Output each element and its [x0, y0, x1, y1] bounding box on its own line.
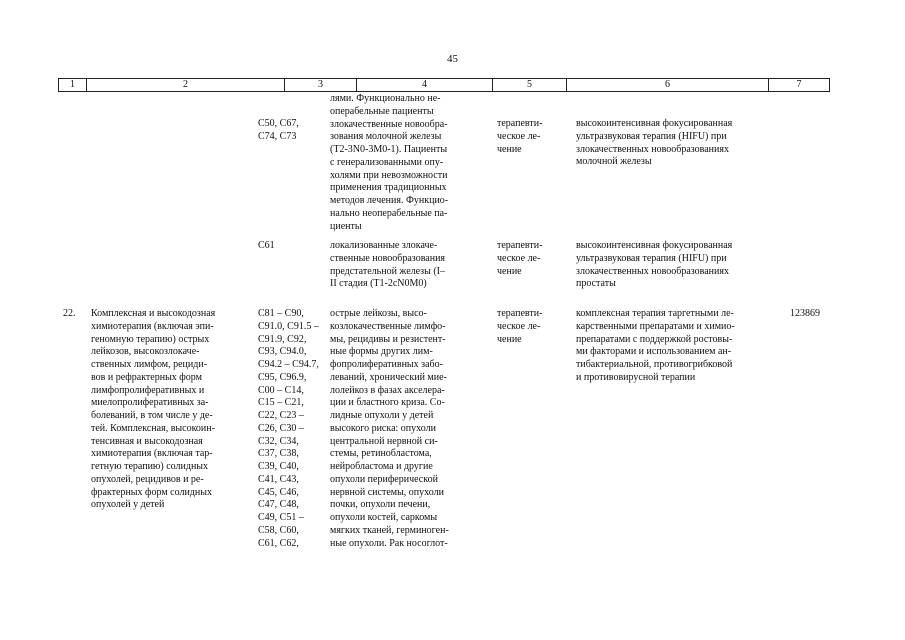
page-number: 45 [447, 53, 458, 65]
treatment-type-breast-cell: терапевти- ческое ле- чение [497, 118, 543, 155]
row-number-22: 22. [63, 308, 76, 319]
method-prostate-cell: высокоинтенсивная фокусированная ультразвуковая терапия (HIFU) при злокачественных новообразованиях простаты [576, 240, 733, 290]
treatment-type-prostate-cell: терапевти- ческое ле- чение [497, 240, 543, 277]
method-breast-cell: высокоинтенсивная фокусированная ультразвуковая терапия (HIFU) при злокачественных новообразованиях молочной железы [576, 118, 733, 168]
method-chemo-cell: комплексная терапия таргетными ле- карственными препаратами и химио- препаратами с поддержкой ростовы- ми факторами и использованием ан- тибактериальной, противогрибковой и противовирусной терапии [576, 308, 735, 383]
codes-breast-cell: C50, C67, C74, C73 [258, 118, 299, 142]
header-cell-2: 2 [86, 79, 284, 91]
patients-breast-cell: лями. Функционально не- операбельные пациенты злокачественные новообра- зования молочной железы (T2-3N0-3M0-1). Пациенты с генерализованными опу- холями при невозможности применения традиционных методов лечения. Функцио- нально неоперабельные па- циенты [330, 93, 449, 232]
patients-prostate-cell: локализованные злокаче- ственные новообразования предстательной железы (I– II стадия (T1-2cN0M0) [330, 240, 446, 290]
header-cell-7: 7 [768, 79, 830, 91]
treatment-type-chemo-cell: терапевти- ческое ле- чение [497, 308, 543, 345]
table-header-row [58, 78, 830, 92]
header-cell-5: 5 [492, 79, 566, 91]
codes-prostate-cell: C61 [258, 240, 275, 251]
patients-chemo-cell: острые лейкозы, высо- козлокачественные лимфо- мы, рецидивы и резистент- ные формы других лим- фопролиферативных забо- леваний, хронический мие- лолейкоз в фазах акселера- ции и бластного криза. Со- лидные опухоли у детей высокого риска: опухоли центральной нервной си- стемы, ретинобластома, нейробластома и другие опухоли периферической нервной системы, опухоли почки, опухоли печени, опухоли костей, саркомы мягких тканей, герминоген- ные опухоли. Рак носоглот- [330, 308, 449, 549]
codes-chemo-cell: C81 – C90, C91.0, C91.5 – C91.9, C92, C93, C94.0, C94.2 – C94.7, C95, C96.9, C00 – C14, C15 – C21, C22, C23 – C26, C30 – C32, C34, C37, C38, C39, C40, C41, C43, C45, C46, C47, C48, C49, C51 – C58, C60, C61, C62, [258, 308, 319, 549]
header-cell-4: 4 [356, 79, 492, 91]
care-type-name-cell: Комплексная и высокодозная химиотерапия (включая эпи- геномную терапию) острых лейкозов, высокозлокаче- ственных лимфом, рециди- вов и рефрактерных форм лимфопролиферативных и миелопролиферативных за- болеваний, в том числе у де- тей. Комплексная, высокоин- тенсивная и высокодозная химиотерапия (включая тар- гетную терапию) солидных опухолей, рецидивов и ре- фрактерных форм солидных опухолей у детей [91, 308, 216, 511]
cost-cell: 123869 [790, 308, 820, 319]
header-cell-6: 6 [566, 79, 768, 91]
header-cell-3: 3 [284, 79, 356, 91]
header-cell-1: 1 [58, 79, 86, 91]
